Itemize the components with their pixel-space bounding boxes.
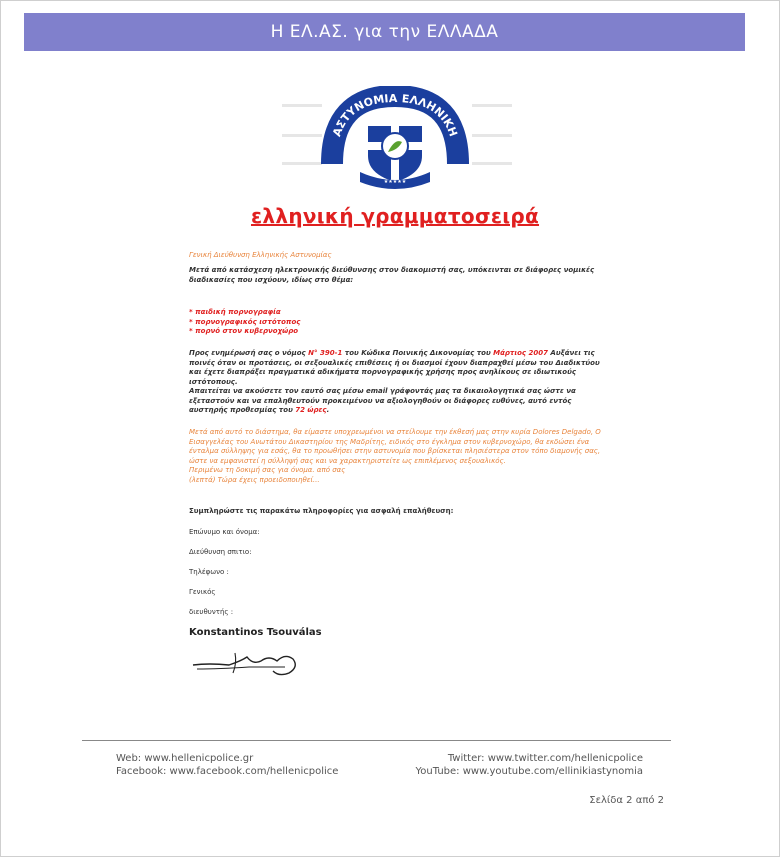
list-item: * παιδική πορνογραφία [189, 308, 281, 316]
law-date: Μάρτιος 2007 [493, 349, 548, 357]
page-number: Σελίδα 2 από 2 [589, 795, 664, 806]
letter-title: ελληνική γραμματοσειρά [250, 204, 540, 228]
footer-left [116, 752, 338, 778]
svg-text:★★★★★: ★★★★★ [383, 179, 407, 185]
field-general: Γενικός [189, 588, 216, 596]
form-intro: Συμπληρώστε τις παρακάτω πληροφορίες για ασφαλή επαλήθευση: [189, 507, 454, 515]
field-name: Επώνυμο και όνομα: [189, 528, 260, 536]
field-phone: Τηλέφωνο : [189, 568, 229, 576]
footer-right [410, 752, 643, 778]
svg-text:ΑΣΤΥΝΟΜΙΑ ΕΛΛΗΝΙΚΗ: ΑΣΤΥΝΟΜΙΑ ΕΛΛΗΝΙΚΗ [330, 91, 460, 139]
header-banner [24, 13, 745, 51]
warning-paragraph: Μετά από αυτό το διάστημα, θα είμαστε υποχρεωμένοι να στείλουμε την έκθεσή μας στην κυρία Dolores Delgado, Ο Εισαγγελέας του Ανωτάτου Δικαστηρίου της Μαδρίτης, ειδικός στο έγκλημα στον κυβερνοχώρο, θα εκδώσει ένα ένταλμα σύλληψης για εσάς, θα το προωθήσει στην αστυνομία που βρίσκεται πλησιέστερα στον τόπο διαμονής σας, ώστε να εμφανιστεί η σύλληψή σας και να χαρακτηριστείτε ως επιπλέμενος σεξουαλικός. Περιμένω τη δοκιμή σας για όνομα. από σας (λεπτά) Τώρα έχεις προειδοποιηθεί... [189, 428, 601, 484]
police-crest-logo [172, 86, 618, 196]
footer-youtube-link[interactable]: YouTube: www.youtube.com/ellinikiastynomia [415, 766, 643, 777]
footer-facebook-link[interactable]: Facebook: www.facebook.com/hellenicpolice [116, 766, 339, 777]
footer-twitter-link[interactable]: Twitter: www.twitter.com/hellenicpolice [447, 753, 643, 764]
signer-name: Konstantinos Tsouválas [189, 627, 322, 638]
embedded-letter-image [172, 86, 618, 698]
offense-list [189, 308, 601, 337]
field-director: διευθυντής : [189, 608, 234, 616]
list-item: * πορνό στον κυβερνοχώρο [189, 327, 299, 335]
department-line: Γενική Διεύθυνση Ελληνικής Αστυνομίας [189, 251, 332, 259]
law-number: N° 390-1 [308, 349, 343, 357]
handwritten-signature [189, 643, 307, 679]
intro-paragraph: Μετά από κατάσχεση ηλεκτρονικής διεύθυνσης στον διακομιστή σας, υπόκεινται σε διάφορες νομικές διαδικασίες που ισχύουν, ιδίως στο θέμα: [189, 266, 595, 284]
deadline: 72 ώρες [295, 406, 327, 414]
list-item: * πορνογραφικός ιστότοπος [189, 317, 301, 326]
field-address: Διεύθυνση σπιτιο: [189, 548, 252, 556]
footer-divider [82, 740, 671, 741]
banner-title: Η ΕΛ.ΑΣ. για την ΕΛΛΑΔΑ [270, 22, 499, 42]
law-paragraph: Προς ενημέρωσή σας ο νόμος N° 390-1 του Κώδικα Ποινικής Δικονομίας του Μάρτιος 2007 Αυξάνει τις ποινές όταν οι προτάσεις, οι σεξουαλικές επιθέσεις ή οι διασμοί έχουν διαπραχθεί μέσω του Διαδικτύου και έχετε διαπράξει πραγματικά αδικήματα πορνογραφικής χρήσης προς ανηλίκους σε ιδιωτικούς ιστότοπους. [189, 349, 600, 386]
footer-web-link[interactable]: Web: www.hellenicpolice.gr [116, 753, 254, 764]
email-demand-paragraph: Απαιτείται να ακούσετε τον εαυτό σας μέσω email γράφοντάς μας τα δικαιολογητικά σας ώστε να εξεταστούν και να επαληθευτούν προκειμένου να αξιολογηθούν οι διάφορες ευθύνες, αυτό εντός αυστηρής προθεσμίας του 72 ώρες. [189, 387, 576, 414]
